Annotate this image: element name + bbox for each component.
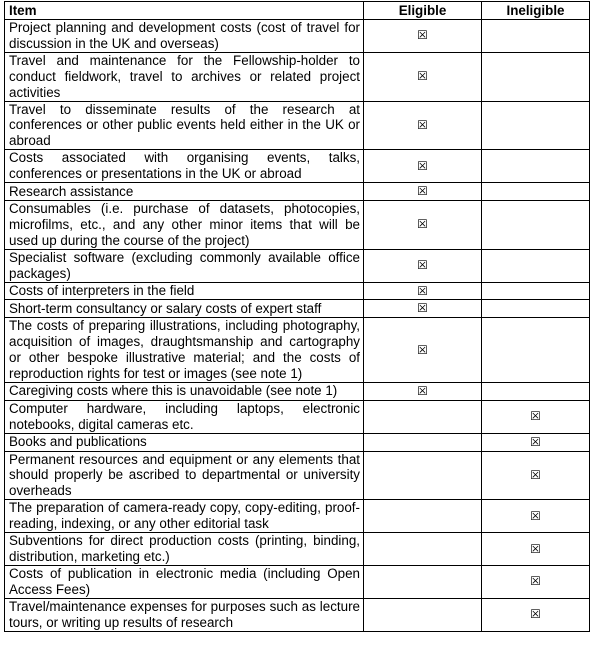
table-row bbox=[5, 451, 590, 500]
ineligible-cell bbox=[482, 598, 590, 631]
item-description: Caregiving costs where this is unavoidable (see note 1) bbox=[5, 382, 364, 400]
ineligible-cell bbox=[482, 52, 590, 101]
table-row bbox=[5, 318, 590, 383]
header-ineligible: Ineligible bbox=[482, 2, 590, 20]
checked-box-icon: ☒ bbox=[530, 434, 541, 449]
checked-box-icon: ☒ bbox=[530, 574, 541, 589]
eligible-cell bbox=[364, 598, 482, 631]
table-row bbox=[5, 101, 590, 150]
item-description: Consumables (i.e. purchase of datasets, photocopies, microfilms, etc., and any other minor items that will be used up during the course of the project) bbox=[5, 200, 364, 249]
table-row bbox=[5, 300, 590, 318]
eligible-cell bbox=[364, 565, 482, 598]
table-row bbox=[5, 183, 590, 201]
checked-box-icon: ☒ bbox=[417, 383, 428, 398]
item-description: Costs associated with organising events, talks, conferences or presentations in the UK or abroad bbox=[5, 150, 364, 183]
eligible-cell bbox=[364, 500, 482, 533]
table-row bbox=[5, 382, 590, 400]
checked-box-icon: ☒ bbox=[530, 541, 541, 556]
item-description: Costs of interpreters in the field bbox=[5, 282, 364, 300]
ineligible-cell bbox=[482, 249, 590, 282]
checked-box-icon: ☒ bbox=[530, 508, 541, 523]
item-description: Books and publications bbox=[5, 433, 364, 451]
ineligible-cell bbox=[482, 101, 590, 150]
eligible-cell bbox=[364, 533, 482, 566]
eligible-cell bbox=[364, 249, 482, 282]
checked-box-icon: ☒ bbox=[530, 409, 541, 424]
ineligible-cell bbox=[482, 400, 590, 433]
item-description: Travel/maintenance expenses for purposes such as lecture tours, or writing up results of research bbox=[5, 598, 364, 631]
item-description: Specialist software (excluding commonly available office packages) bbox=[5, 249, 364, 282]
table-row bbox=[5, 282, 590, 300]
checked-box-icon: ☒ bbox=[417, 217, 428, 232]
ineligible-cell bbox=[482, 451, 590, 500]
ineligible-cell bbox=[482, 183, 590, 201]
header-item: Item bbox=[5, 2, 364, 20]
checked-box-icon: ☒ bbox=[417, 28, 428, 43]
ineligible-cell bbox=[482, 433, 590, 451]
eligibility-table bbox=[4, 1, 590, 632]
item-description: The costs of preparing illustrations, including photography, acquisition of images, draughtsmanship and cartography or other bespoke illustrative material; and the costs of reproduction rights for test or images (see note 1) bbox=[5, 318, 364, 383]
item-description: Project planning and development costs (cost of travel for discussion in the UK and overseas) bbox=[5, 20, 364, 53]
checked-box-icon: ☒ bbox=[417, 301, 428, 316]
item-description: Travel and maintenance for the Fellowship-holder to conduct fieldwork, travel to archives or related project activities bbox=[5, 52, 364, 101]
table-row bbox=[5, 433, 590, 451]
ineligible-cell bbox=[482, 150, 590, 183]
table-row bbox=[5, 500, 590, 533]
ineligible-cell bbox=[482, 382, 590, 400]
table-body bbox=[5, 20, 590, 632]
table-row bbox=[5, 52, 590, 101]
eligible-cell bbox=[364, 400, 482, 433]
item-description: Computer hardware, including laptops, electronic notebooks, digital cameras etc. bbox=[5, 400, 364, 433]
ineligible-cell bbox=[482, 282, 590, 300]
ineligible-cell bbox=[482, 533, 590, 566]
table-row bbox=[5, 20, 590, 53]
item-description: The preparation of camera-ready copy, copy-editing, proof-reading, indexing, or any other editorial task bbox=[5, 500, 364, 533]
table-row bbox=[5, 400, 590, 433]
item-description: Permanent resources and equipment or any elements that should properly be ascribed to departmental or university overheads bbox=[5, 451, 364, 500]
item-description: Research assistance bbox=[5, 183, 364, 201]
checked-box-icon: ☒ bbox=[530, 467, 541, 482]
ineligible-cell bbox=[482, 500, 590, 533]
eligible-cell bbox=[364, 183, 482, 201]
eligible-cell bbox=[364, 451, 482, 500]
ineligible-cell bbox=[482, 20, 590, 53]
ineligible-cell bbox=[482, 318, 590, 383]
eligible-cell bbox=[364, 282, 482, 300]
eligible-cell bbox=[364, 382, 482, 400]
table-row bbox=[5, 533, 590, 566]
header-row bbox=[5, 2, 590, 20]
checked-box-icon: ☒ bbox=[417, 158, 428, 173]
ineligible-cell bbox=[482, 200, 590, 249]
checked-box-icon: ☒ bbox=[417, 342, 428, 357]
checked-box-icon: ☒ bbox=[417, 258, 428, 273]
table-row bbox=[5, 150, 590, 183]
checked-box-icon: ☒ bbox=[417, 69, 428, 84]
item-description: Subventions for direct production costs (printing, binding, distribution, marketing etc.) bbox=[5, 533, 364, 566]
item-description: Short-term consultancy or salary costs of expert staff bbox=[5, 300, 364, 318]
eligible-cell bbox=[364, 20, 482, 53]
item-description: Costs of publication in electronic media (including Open Access Fees) bbox=[5, 565, 364, 598]
checked-box-icon: ☒ bbox=[417, 117, 428, 132]
table-row bbox=[5, 200, 590, 249]
item-description: Travel to disseminate results of the research at conferences or other public events held either in the UK or abroad bbox=[5, 101, 364, 150]
header-eligible: Eligible bbox=[364, 2, 482, 20]
checked-box-icon: ☒ bbox=[530, 607, 541, 622]
ineligible-cell bbox=[482, 300, 590, 318]
eligible-cell bbox=[364, 200, 482, 249]
eligible-cell bbox=[364, 433, 482, 451]
eligible-cell bbox=[364, 300, 482, 318]
checked-box-icon: ☒ bbox=[417, 283, 428, 298]
eligible-cell bbox=[364, 52, 482, 101]
ineligible-cell bbox=[482, 565, 590, 598]
eligible-cell bbox=[364, 318, 482, 383]
table-row bbox=[5, 565, 590, 598]
eligible-cell bbox=[364, 101, 482, 150]
table-row bbox=[5, 598, 590, 631]
checked-box-icon: ☒ bbox=[417, 184, 428, 199]
eligible-cell bbox=[364, 150, 482, 183]
table-row bbox=[5, 249, 590, 282]
